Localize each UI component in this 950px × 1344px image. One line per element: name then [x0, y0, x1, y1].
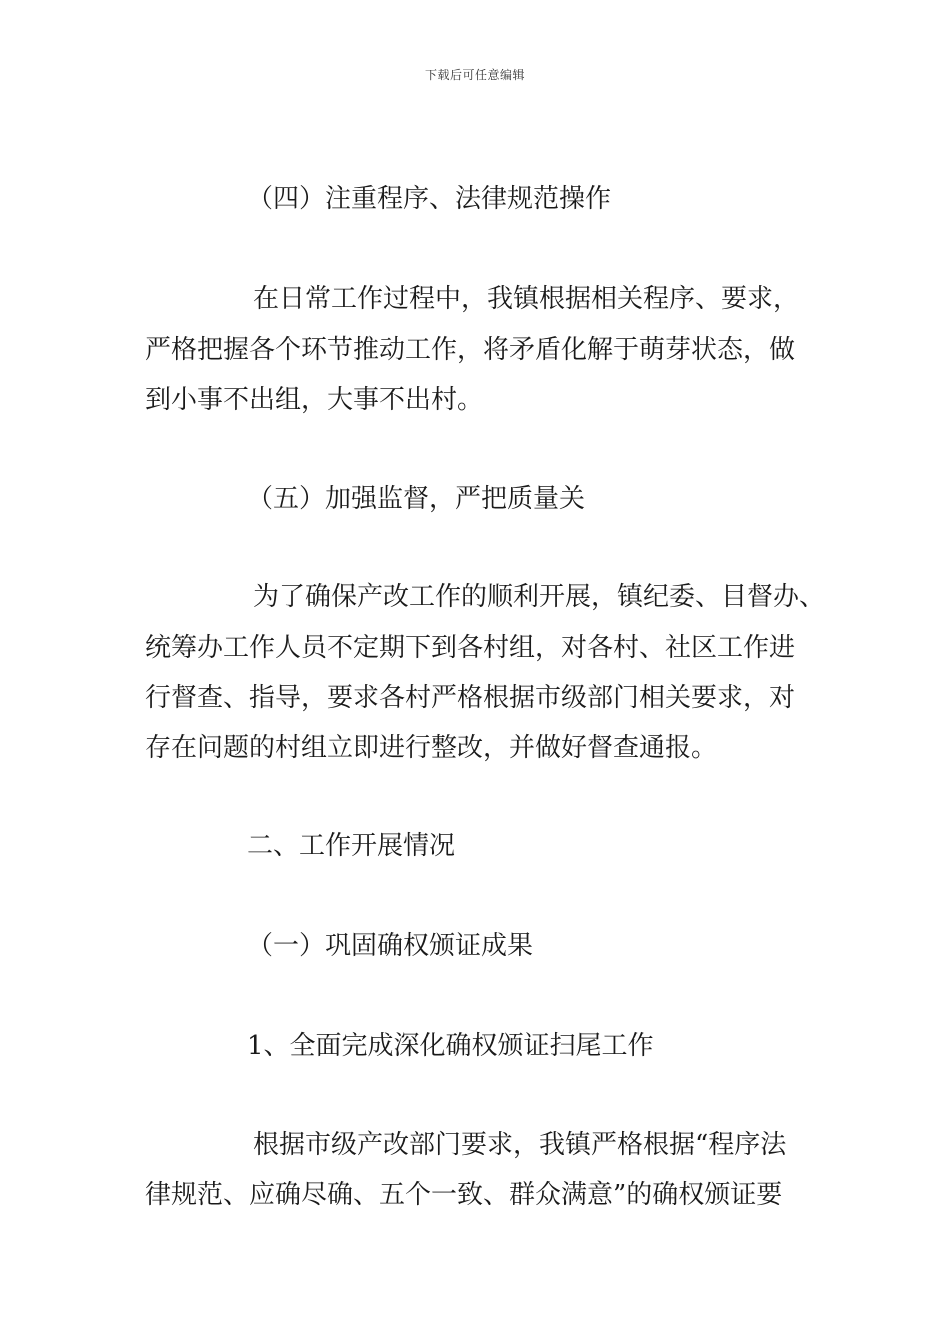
paragraph-line: 严格把握各个环节推动工作，将矛盾化解于萌芽状态，做: [145, 335, 796, 365]
subsection-heading-1: （一）巩固确权颁证成果: [247, 931, 534, 961]
paragraph-line: 到小事不出组，大事不出村。: [145, 385, 484, 415]
item-heading-1: 1、全面完成深化确权颁证扫尾工作: [247, 1031, 654, 1061]
chapter-heading-2: 二、工作开展情况: [247, 831, 456, 861]
paragraph-line: 在日常工作过程中，我镇根据相关程序、要求，: [253, 284, 800, 314]
paragraph-line: 为了确保产改工作的顺利开展，镇纪委、目督办、: [253, 582, 826, 612]
paragraph-line: 根据市级产改部门要求，我镇严格根据“程序法: [253, 1130, 787, 1160]
paragraph-line: 存在问题的村组立即进行整改，并做好督查通报。: [145, 733, 718, 763]
page-header-note: 下载后可任意编辑: [424, 68, 525, 82]
paragraph-line: 统筹办工作人员不定期下到各村组，对各村、社区工作进: [145, 633, 796, 663]
section-heading-4: （四）注重程序、法律规范操作: [247, 184, 612, 214]
section-heading-5: （五）加强监督，严把质量关: [247, 484, 586, 514]
paragraph-line: 行督查、指导，要求各村严格根据市级部门相关要求，对: [145, 683, 796, 713]
paragraph-line: 律规范、应确尽确、五个一致、群众满意”的确权颁证要: [145, 1180, 783, 1210]
